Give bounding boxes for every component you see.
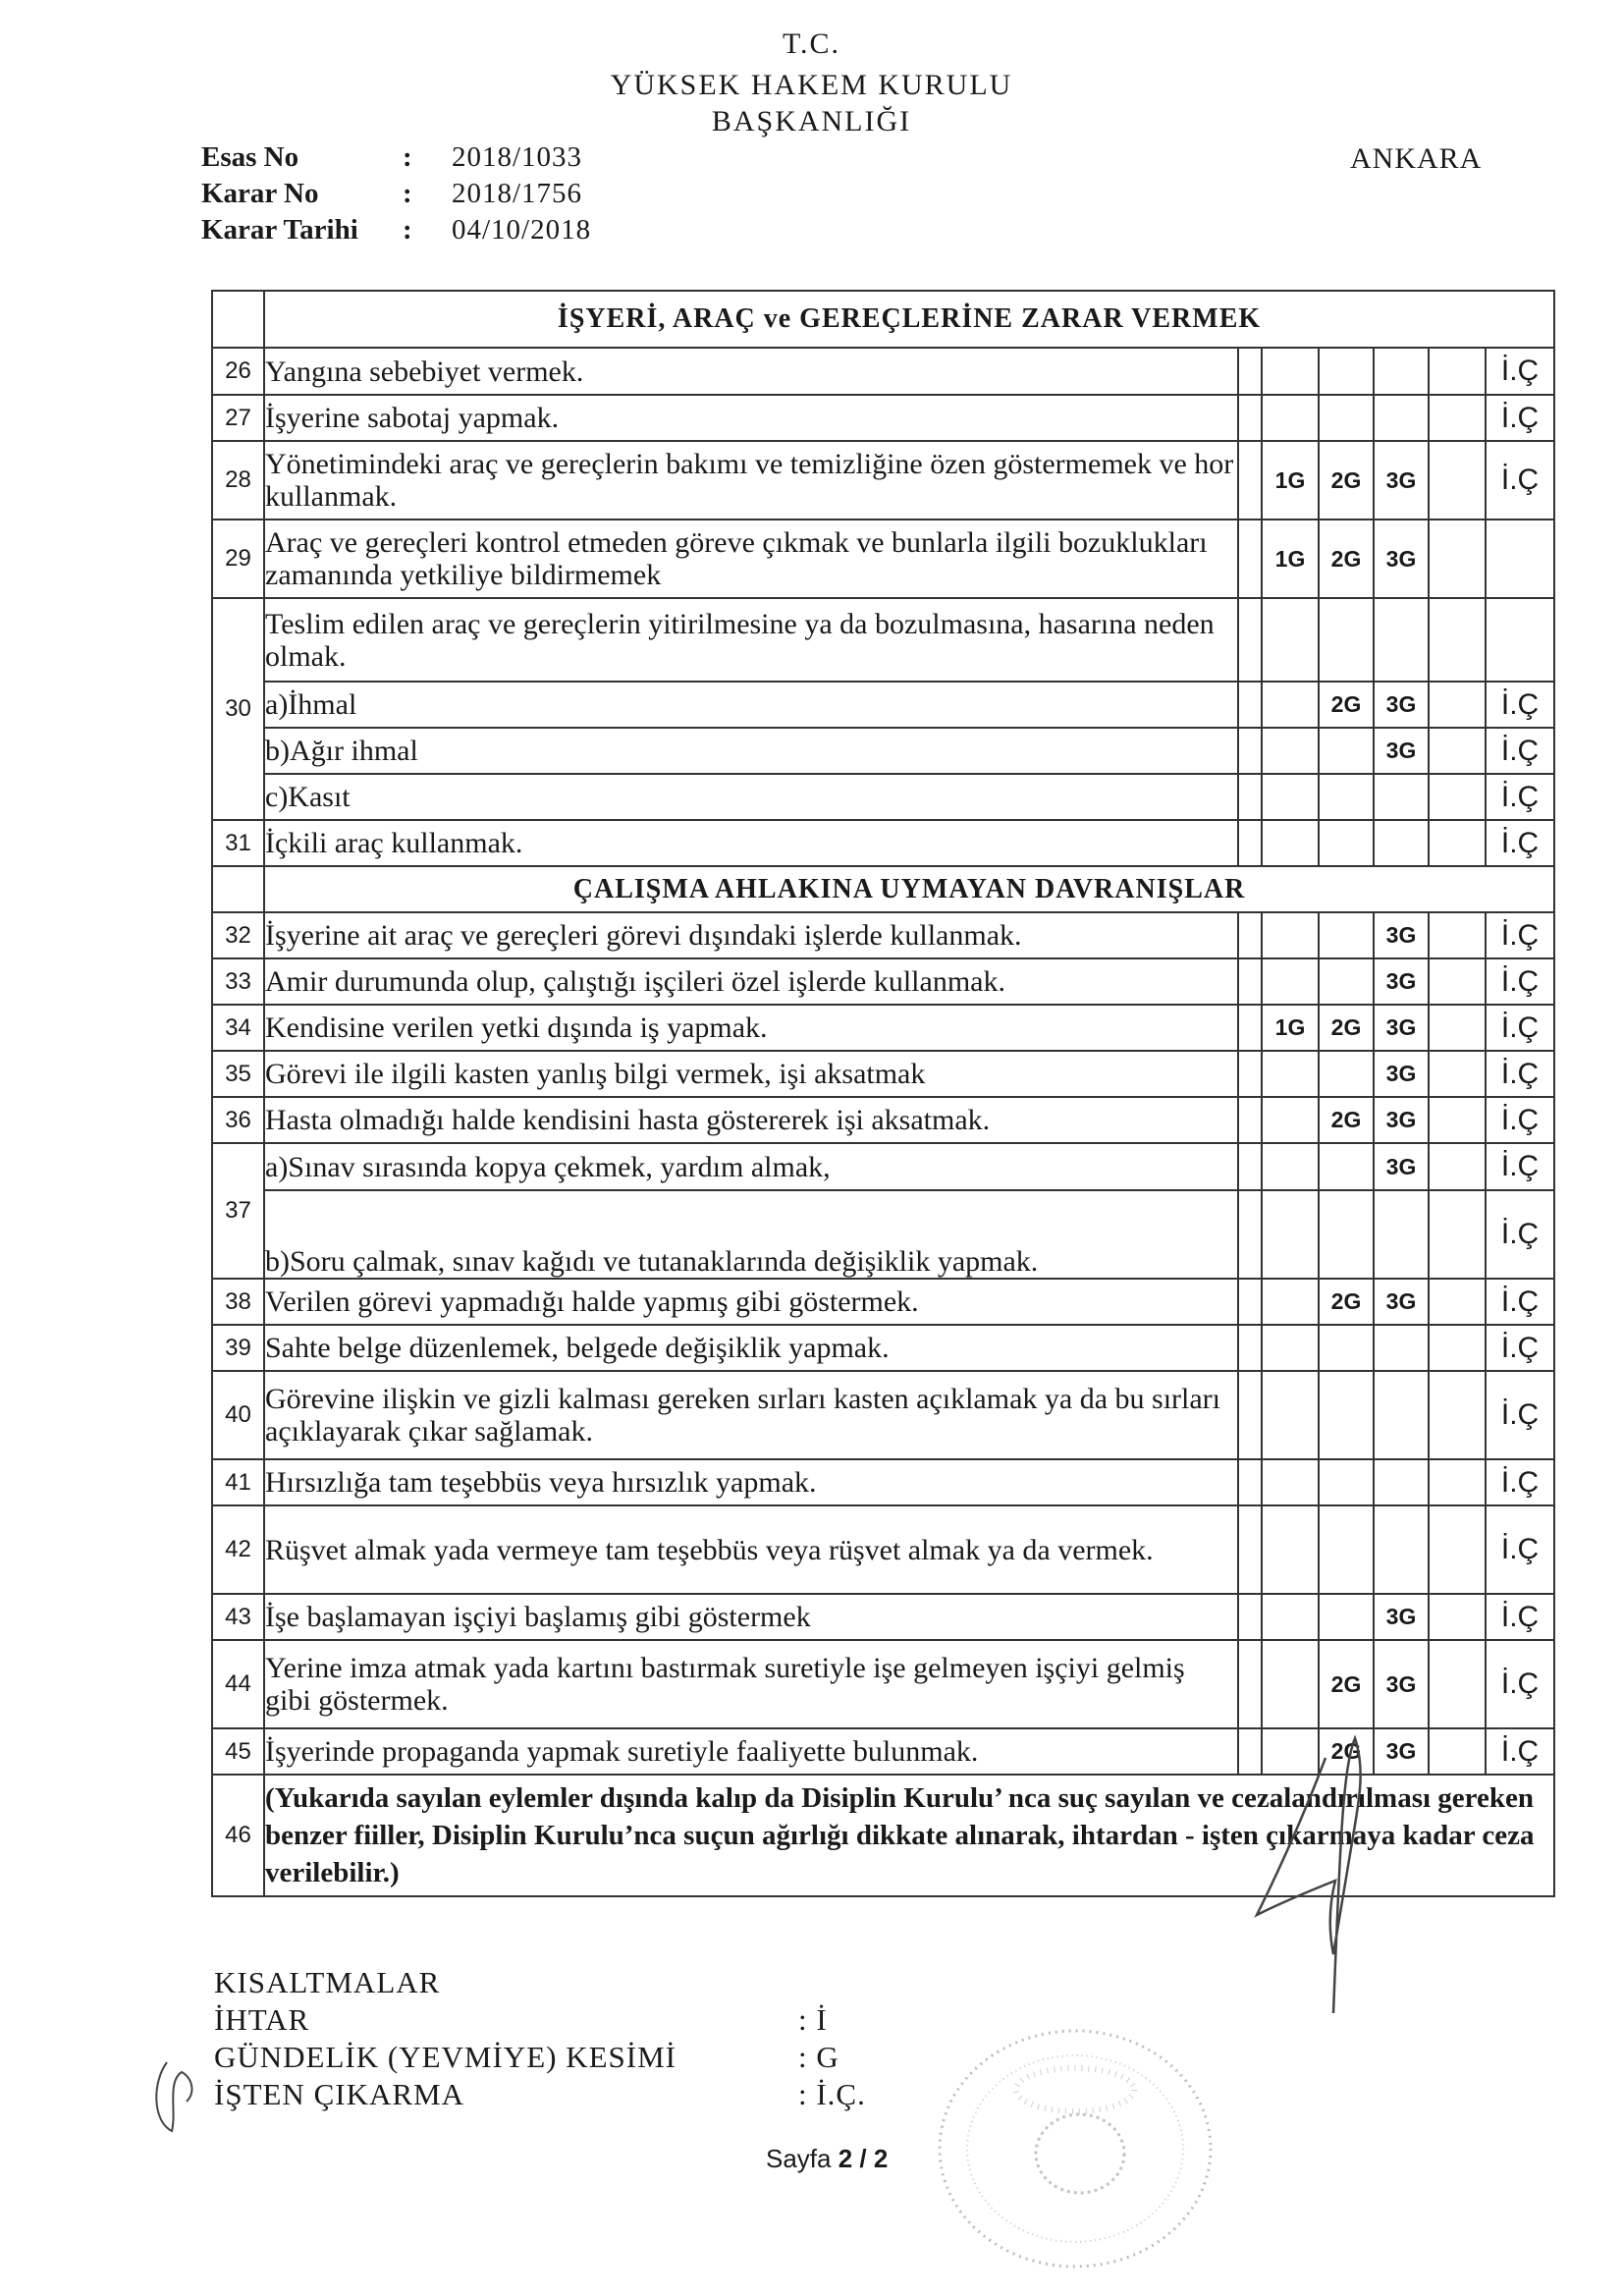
row-number: 40 <box>212 1371 264 1459</box>
penalty-1g <box>1262 1325 1319 1371</box>
discipline-table <box>211 290 1555 1897</box>
penalty-3g <box>1374 820 1429 866</box>
tarih-value: 04/10/2018 <box>452 214 592 246</box>
row-number: 36 <box>212 1097 264 1143</box>
penalty-2g <box>1319 348 1374 395</box>
signature-icon <box>1217 1719 1394 2013</box>
penalty-1g <box>1262 1459 1319 1505</box>
penalty-1g <box>1262 774 1319 820</box>
case-meta <box>201 139 591 248</box>
penalty-3g: 3G <box>1374 728 1429 774</box>
table-row <box>212 820 1554 866</box>
row-number: 42 <box>212 1505 264 1594</box>
penalty-1g: 1G <box>1262 1005 1319 1051</box>
row-text: Rüşvet almak yada vermeye tam teşebbüs veya rüşvet almak ya da vermek. <box>264 1505 1238 1594</box>
row-text: İçkili araç kullanmak. <box>264 820 1238 866</box>
penalty-3g: 3G <box>1374 519 1429 598</box>
penalty-2g <box>1319 912 1374 958</box>
row-number: 45 <box>212 1728 264 1775</box>
official-stamp-icon <box>928 2011 1232 2286</box>
esas-label: Esas No <box>201 141 299 173</box>
section-header-row <box>212 291 1554 348</box>
row-text: Yangına sebebiyet vermek. <box>264 348 1238 395</box>
row-text: Kendisine verilen yetki dışında iş yapmak. <box>264 1005 1238 1051</box>
penalty-ic: İ.Ç <box>1486 1505 1554 1594</box>
table-row <box>212 1459 1554 1505</box>
esas-colon: : <box>403 141 412 173</box>
penalty-2g <box>1319 1143 1374 1190</box>
penalty-3g <box>1374 1371 1429 1459</box>
penalty-1g <box>1262 820 1319 866</box>
abbreviations <box>214 1964 866 2113</box>
penalty-2g: 2G <box>1319 682 1374 728</box>
page-number <box>766 2144 888 2174</box>
row-text: Sahte belge düzenlemek, belgede değişiklik yapmak. <box>264 1325 1238 1371</box>
penalty-ic: İ.Ç <box>1486 774 1554 820</box>
abbreviations-title: KISALTMALAR <box>214 1965 441 1999</box>
penalty-ic: İ.Ç <box>1486 820 1554 866</box>
penalty-1g <box>1262 682 1319 728</box>
penalty-ic: İ.Ç <box>1486 1459 1554 1505</box>
section-title-ethics: ÇALIŞMA AHLAKINA UYMAYAN DAVRANIŞLAR <box>264 866 1554 912</box>
penalty-3g <box>1374 1190 1429 1279</box>
penalty-2g: 2G <box>1319 1279 1374 1325</box>
penalty-2g <box>1319 728 1374 774</box>
row-number: 43 <box>212 1594 264 1640</box>
row-text: Teslim edilen araç ve gereçlerin yitirilmesine ya da bozulmasına, hasarına neden olmak. <box>264 598 1238 682</box>
penalty-ic: İ.Ç <box>1486 1325 1554 1371</box>
penalty-ic: İ.Ç <box>1486 348 1554 395</box>
table-row <box>212 1143 1554 1190</box>
penalty-1g <box>1262 1143 1319 1190</box>
penalty-1g: 1G <box>1262 519 1319 598</box>
penalty-3g <box>1374 774 1429 820</box>
penalty-2g <box>1319 1325 1374 1371</box>
penalty-ic: İ.Ç <box>1486 395 1554 441</box>
esas-value: 2018/1033 <box>452 141 583 173</box>
row-text: b)Soru çalmak, sınav kağıdı ve tutanaklarında değişiklik yapmak. <box>264 1190 1238 1279</box>
penalty-3g: 3G <box>1374 1640 1429 1728</box>
penalty-3g <box>1374 1505 1429 1594</box>
penalty-1g <box>1262 1279 1319 1325</box>
row-text: Verilen görevi yapmadığı halde yapmış gibi göstermek. <box>264 1279 1238 1325</box>
city-label: ANKARA <box>1350 142 1483 175</box>
penalty-2g: 2G <box>1319 519 1374 598</box>
penalty-2g <box>1319 1459 1374 1505</box>
penalty-1g <box>1262 1640 1319 1728</box>
penalty-3g: 3G <box>1374 912 1429 958</box>
penalty-3g: 3G <box>1374 1279 1429 1325</box>
abbr-name: İŞTEN ÇIKARMA <box>214 2077 464 2111</box>
row-number: 29 <box>212 519 264 598</box>
table-row <box>212 598 1554 682</box>
penalty-3g: 3G <box>1374 958 1429 1005</box>
penalty-3g: 3G <box>1374 1143 1429 1190</box>
row-text: Hasta olmadığı halde kendisini hasta göstererek işi aksatmak. <box>264 1097 1238 1143</box>
row-number: 38 <box>212 1279 264 1325</box>
table-row <box>212 1097 1554 1143</box>
penalty-3g: 3G <box>1374 682 1429 728</box>
row-number: 28 <box>212 441 264 519</box>
row-text: İşyerinde propaganda yapmak suretiyle faaliyette bulunmak. <box>264 1728 1238 1775</box>
row-text: Amir durumunda olup, çalıştığı işçileri özel işlerde kullanmak. <box>264 958 1238 1005</box>
list-item <box>214 2076 866 2113</box>
row-text: b)Ağır ihmal <box>264 728 1238 774</box>
row-number: 37 <box>212 1143 264 1279</box>
table-row <box>212 1594 1554 1640</box>
table-row <box>212 441 1554 519</box>
penalty-3g <box>1374 1325 1429 1371</box>
header-tc: T.C. <box>782 27 841 60</box>
penalty-2g <box>1319 820 1374 866</box>
table-row <box>212 1005 1554 1051</box>
table-row <box>212 1279 1554 1325</box>
penalty-2g <box>1319 395 1374 441</box>
row-number: 39 <box>212 1325 264 1371</box>
tarih-label: Karar Tarihi <box>201 214 358 246</box>
abbr-code: : İ.Ç. <box>798 2077 866 2111</box>
initials-icon <box>147 2043 216 2141</box>
penalty-ic: İ.Ç <box>1486 912 1554 958</box>
penalty-ic: İ.Ç <box>1486 1005 1554 1051</box>
penalty-2g <box>1319 774 1374 820</box>
penalty-ic: İ.Ç <box>1486 728 1554 774</box>
note-text: (Yukarıda sayılan eylemler dışında kalıp da Disiplin Kurulu’ nca suç sayılan ve cezalandırılması gereken benzer fiiller, Disiplin Kurulu’nca suçun ağırlığı dikkate alınarak, ihtardan - işten çıkarmaya kadar ceza verilebilir.) <box>264 1775 1554 1896</box>
penalty-2g: 2G <box>1319 1097 1374 1143</box>
table-row <box>212 912 1554 958</box>
row-text: Görevine ilişkin ve gizli kalması gereken sırları kasten açıklamak ya da bu sırları açıklayarak çıkar sağlamak. <box>264 1371 1238 1459</box>
penalty-ic: İ.Ç <box>1486 1640 1554 1728</box>
header-department: BAŞKANLIĞI <box>711 105 912 137</box>
penalty-2g: 2G <box>1319 1640 1374 1728</box>
page-prefix: Sayfa <box>766 2144 839 2173</box>
table-row <box>212 1371 1554 1459</box>
penalty-ic: İ.Ç <box>1486 1279 1554 1325</box>
penalty-3g: 3G <box>1374 1005 1429 1051</box>
row-text: Araç ve gereçleri kontrol etmeden göreve çıkmak ve bunlarla ilgili bozuklukları zamanında yetkiliye bildirmemek <box>264 519 1238 598</box>
penalty-1g <box>1262 1505 1319 1594</box>
penalty-1g <box>1262 348 1319 395</box>
abbr-name: İHTAR <box>214 2002 310 2037</box>
section-header-row <box>212 866 1554 912</box>
penalty-2g <box>1319 1505 1374 1594</box>
row-number: 41 <box>212 1459 264 1505</box>
tarih-colon: : <box>403 214 412 246</box>
table-row <box>212 1190 1554 1279</box>
penalty-ic: İ.Ç <box>1486 1371 1554 1459</box>
karar-label: Karar No <box>201 178 319 209</box>
row-text: Hırsızlığa tam teşebbüs veya hırsızlık yapmak. <box>264 1459 1238 1505</box>
penalty-3g <box>1374 395 1429 441</box>
penalty-3g <box>1374 348 1429 395</box>
table-row <box>212 682 1554 728</box>
penalty-3g <box>1374 1459 1429 1505</box>
row-text: İşyerine ait araç ve gereçleri görevi dışındaki işlerde kullanmak. <box>264 912 1238 958</box>
penalty-1g <box>1262 1097 1319 1143</box>
penalty-1g <box>1262 728 1319 774</box>
penalty-1g: 1G <box>1262 441 1319 519</box>
penalty-2g: 2G <box>1319 1005 1374 1051</box>
row-text: Yerine imza atmak yada kartını bastırmak suretiyle işe gelmeyen işçiyi gelmiş gibi göstermek. <box>264 1640 1238 1728</box>
penalty-ic: İ.Ç <box>1486 1143 1554 1190</box>
row-text: a)Sınav sırasında kopya çekmek, yardım almak, <box>264 1143 1238 1190</box>
penalty-ic: İ.Ç <box>1486 682 1554 728</box>
penalty-ic: İ.Ç <box>1486 1728 1554 1775</box>
penalty-ic: İ.Ç <box>1486 1594 1554 1640</box>
row-number: 30 <box>212 598 264 820</box>
penalty-1g <box>1262 395 1319 441</box>
table-row <box>212 348 1554 395</box>
table-row <box>212 1505 1554 1594</box>
list-item <box>214 2001 866 2039</box>
penalty-3g: 3G <box>1374 1097 1429 1143</box>
penalty-2g <box>1319 1190 1374 1279</box>
table-row <box>212 1051 1554 1097</box>
penalty-ic: İ.Ç <box>1486 1097 1554 1143</box>
row-number: 33 <box>212 958 264 1005</box>
page-num: 2 / 2 <box>838 2144 889 2173</box>
row-text: c)Kasıt <box>264 774 1238 820</box>
row-number: 35 <box>212 1051 264 1097</box>
row-number: 32 <box>212 912 264 958</box>
row-text: İşe başlamayan işçiyi başlamış gibi göstermek <box>264 1594 1238 1640</box>
penalty-1g <box>1262 1051 1319 1097</box>
penalty-3g: 3G <box>1374 1051 1429 1097</box>
penalty-1g <box>1262 1371 1319 1459</box>
row-number: 34 <box>212 1005 264 1051</box>
penalty-2g <box>1319 958 1374 1005</box>
penalty-ic: İ.Ç <box>1486 1190 1554 1279</box>
table-row <box>212 728 1554 774</box>
row-number: 27 <box>212 395 264 441</box>
abbr-code: : İ <box>798 2002 828 2037</box>
penalty-1g <box>1262 912 1319 958</box>
row-text: a)İhmal <box>264 682 1238 728</box>
header-institution: YÜKSEK HAKEM KURULU <box>610 69 1013 101</box>
penalty-3g: 3G <box>1374 1594 1429 1640</box>
karar-colon: : <box>403 178 412 209</box>
section-title-damage: İŞYERİ, ARAÇ ve GEREÇLERİNE ZARAR VERMEK <box>264 291 1554 348</box>
penalty-ic <box>1486 519 1554 598</box>
table-row <box>212 519 1554 598</box>
row-number: 26 <box>212 348 264 395</box>
penalty-ic: İ.Ç <box>1486 1051 1554 1097</box>
row-number: 31 <box>212 820 264 866</box>
abbr-name: GÜNDELİK (YEVMİYE) KESİMİ <box>214 2040 676 2074</box>
penalty-3g: 3G <box>1374 441 1429 519</box>
penalty-3g: 3G <box>1374 1728 1429 1775</box>
row-number: 44 <box>212 1640 264 1728</box>
penalty-ic: İ.Ç <box>1486 441 1554 519</box>
row-text: İşyerine sabotaj yapmak. <box>264 395 1238 441</box>
penalty-1g <box>1262 1594 1319 1640</box>
penalty-2g: 2G <box>1319 1728 1374 1775</box>
table-row <box>212 774 1554 820</box>
penalty-ic: İ.Ç <box>1486 958 1554 1005</box>
row-number: 46 <box>212 1775 264 1896</box>
penalty-1g <box>1262 1190 1319 1279</box>
table-row <box>212 1325 1554 1371</box>
penalty-2g: 2G <box>1319 441 1374 519</box>
penalty-2g <box>1319 1051 1374 1097</box>
abbr-code: : G <box>798 2040 839 2074</box>
penalty-2g <box>1319 1371 1374 1459</box>
table-row <box>212 395 1554 441</box>
row-text: Yönetimindeki araç ve gereçlerin bakımı ve temizliğine özen göstermemek ve hor kullanmak. <box>264 441 1238 519</box>
table-row <box>212 1640 1554 1728</box>
row-text: Görevi ile ilgili kasten yanlış bilgi vermek, işi aksatmak <box>264 1051 1238 1097</box>
karar-value: 2018/1756 <box>452 178 583 209</box>
penalty-2g <box>1319 1594 1374 1640</box>
list-item <box>214 2039 866 2076</box>
table-row <box>212 958 1554 1005</box>
penalty-1g <box>1262 958 1319 1005</box>
